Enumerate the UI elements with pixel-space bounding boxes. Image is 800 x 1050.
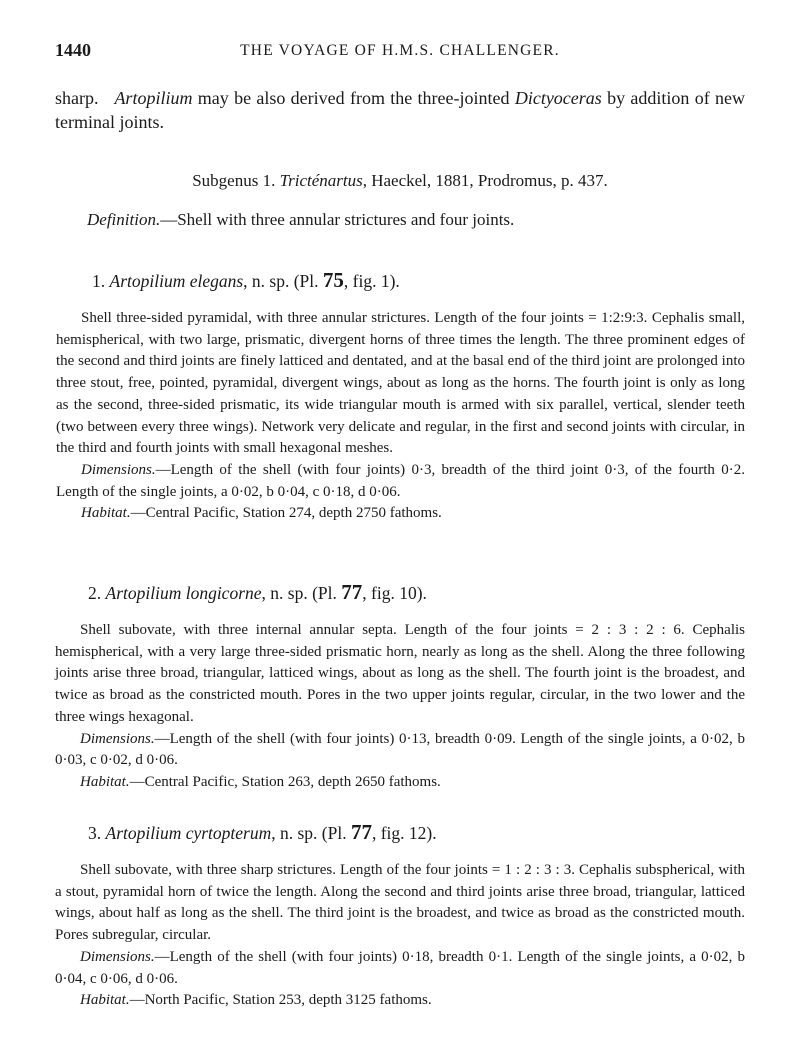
intro-genus-dictyoceras: Dictyoceras	[514, 88, 602, 108]
species-name: Artopilium cyrtopterum	[105, 823, 272, 843]
figure-reference: , fig. 1).	[343, 271, 400, 291]
species-body	[55, 620, 745, 794]
species-habitat	[55, 772, 745, 794]
definition-text: —Shell with three annular strictures and four joints.	[160, 210, 515, 229]
running-title: THE VOYAGE OF H.M.S. CHALLENGER.	[240, 42, 560, 59]
intro-text-2: may be also derived from the three-jointed	[197, 88, 510, 108]
page-number: 1440	[55, 40, 91, 60]
species-habitat	[56, 503, 745, 525]
subgenus-citation: , Haeckel, 1881, Prodromus, p. 437.	[362, 171, 608, 190]
plate-number: 77	[341, 580, 363, 604]
species-heading	[92, 268, 782, 293]
figure-reference: , fig. 10).	[362, 583, 427, 603]
intro-genus-artopilium: Artopilium	[114, 88, 193, 108]
subgenus-prefix: Subgenus 1.	[192, 171, 276, 190]
habitat-label: Habitat.	[81, 505, 131, 522]
dimensions-text: —Length of the shell (with four joints) 0·13, breadth 0·09. Length of the single joints, a 0·02, b 0·03, c 0·02, d 0·06.	[55, 730, 745, 769]
intro-text-3: by addition of new terminal joints.	[55, 88, 746, 132]
subgenus-heading	[0, 171, 800, 191]
species-heading	[88, 580, 778, 605]
plate-number: 77	[350, 820, 372, 844]
species-description: Shell subovate, with three sharp strictures. Length of the four joints = 1 : 2 : 3 : 3. Cephalis subspherical, with a stout, pyramidal horn of twice the length. Along the second and third joints arise three broad, triangular, latticed wings, about half as long as the shell. The third joint is the broadest, and twice as broad as the constricted mouth. Pores subregular, circular.	[55, 862, 745, 944]
species-status: , n. sp. (Pl.	[261, 583, 337, 603]
species-body	[55, 860, 745, 1012]
dimensions-label: Dimensions.	[80, 730, 155, 747]
intro-paragraph	[55, 86, 745, 134]
species-heading	[88, 820, 778, 845]
dimensions-text: —Length of the shell (with four joints) 0·18, breadth 0·1. Length of the single joints, a 0·02, b 0·04, c 0·06, d 0·06.	[55, 948, 745, 987]
subgenus-definition	[87, 208, 747, 232]
figure-reference: , fig. 12).	[371, 823, 437, 843]
species-number: 2.	[88, 583, 102, 603]
species-dimensions	[55, 947, 745, 990]
species-status: , n. sp. (Pl.	[271, 823, 347, 843]
habitat-text: —North Pacific, Station 253, depth 3125 fathoms.	[129, 992, 432, 1009]
habitat-text: —Central Pacific, Station 274, depth 2750 fathoms.	[130, 505, 442, 522]
species-description: Shell three-sided pyramidal, with three annular strictures. Length of the four joints = 1:2:9:3. Cephalis small, hemispherical, with two large, prismatic, divergent horns of three times the length. The three prominent edges of the second and third joints are finely latticed and dentated, and at the basal end of the third joint are prolonged into three stout, free, pointed, pyramidal, divergent wings, about as long as the horns. The fourth joint is only as long as the second, three-sided prismatic, its wide triangular mouth is armed with six parallel, vertical, slender teeth (two between every three wings). Network very delicate and regular, in the first and second joints with circular, in the third and fourth joints with small hexagonal meshes.	[56, 310, 745, 457]
species-status: , n. sp. (Pl.	[243, 271, 319, 291]
species-habitat	[55, 990, 745, 1012]
intro-text-1: sharp.	[55, 88, 99, 108]
dimensions-label: Dimensions.	[81, 461, 156, 478]
habitat-text: —Central Pacific, Station 263, depth 2650 fathoms.	[129, 773, 441, 790]
species-name: Artopilium longicorne	[105, 583, 262, 603]
habitat-label: Habitat.	[80, 773, 130, 790]
definition-label: Definition.	[87, 210, 161, 229]
species-body	[56, 308, 745, 525]
dimensions-label: Dimensions.	[80, 948, 155, 965]
species-number: 1.	[92, 271, 106, 291]
plate-number: 75	[322, 268, 344, 292]
species-name: Artopilium elegans	[109, 271, 244, 291]
habitat-label: Habitat.	[80, 992, 130, 1009]
subgenus-name: Tricténartus	[279, 171, 363, 190]
species-dimensions	[55, 729, 745, 772]
species-number: 3.	[88, 823, 102, 843]
dimensions-text: —Length of the shell (with four joints) 0·3, breadth of the third joint 0·3, of the fourth 0·2. Length of the single joints, a 0·02, b 0·04, c 0·18, d 0·06.	[56, 461, 745, 500]
species-dimensions	[56, 460, 745, 503]
species-description: Shell subovate, with three internal annular septa. Length of the four joints = 2 : 3 : 2 : 6. Cephalis hemispherical, with a very large three-sided prismatic horn, nearly as long as the shell. Along the three following joints arise three broad, triangular, latticed wings, about as long as the shell. The fourth joint is the broadest, and twice as broad as the constricted mouth. Pores in the two upper joints regular, circular, in the two lower and the three wings hexagonal.	[55, 622, 745, 725]
running-header	[55, 40, 745, 64]
